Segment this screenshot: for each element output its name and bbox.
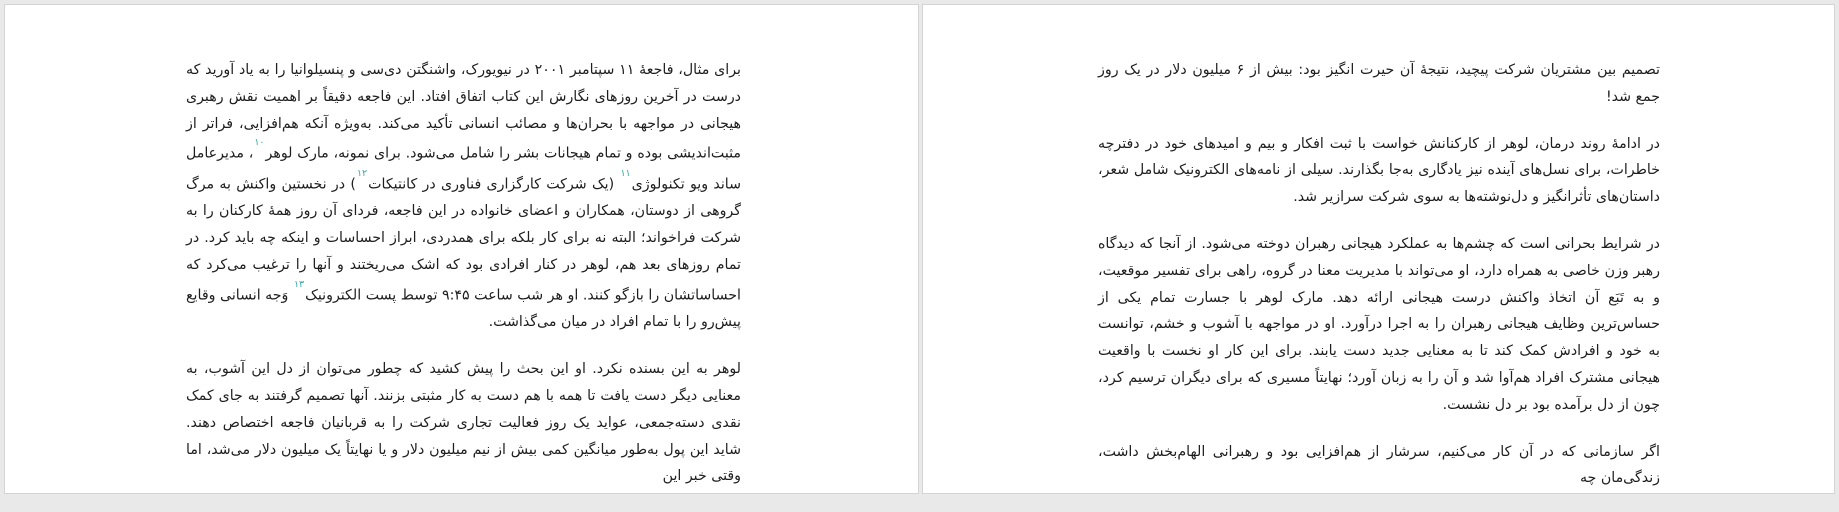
text-run: برای مثال، فاجعهٔ ۱۱ سپتامبر ۲۰۰۱ در نیویورک، واشنگتن دی‌سی و پنسیلوانیا را به یاد آورید که درست در آخرین روزهای نگارش این کتاب اتفاق افتاد. این فاجعه دقیقاً بر اهمیت نقش رهبری هیجانی در مواجهه با بحران‌ها و مصائب انسانی تأکید می‌کند. به‌ویژه آنکه هم‌افزایی، فراتر از مثبت‌اندیشی بوده و تمام هیجانات بشر را شامل می‌شود. برای نمونه، مارک لوهر [186,62,742,163]
text-run: وَجه انسانی وقایع پیش‌رو را با تمام افراد در میان می‌گذاشت. [186,287,741,331]
paragraph [186,57,741,336]
text-run: ، مدیرعامل ساند ویو تکنولوژی [186,146,741,193]
footnote-marker[interactable]: ۱۱ [620,167,631,179]
text-run: ) در نخستین واکنش به مرگ گروهی از دوستان، همکاران و اعضای خانواده در این فاجعه، فردای آن روز همهٔ کارکنان را به شرکت فراخواند؛ البته نه برای کار بلکه برای همدردی، ابراز احساسات و اینکه چه باید کرد. در تمام روزهای بعد هم، لوهر در کنار افرادی بود که اشک می‌ریختند و آنها را ترغیب می‌کرد که احساساتشان را بازگو کنند. او هر شب ساعت ۹:۴۵ توسط پست الکترونیک [186,176,741,304]
footnote-marker[interactable]: ۱۳ [293,278,305,290]
left-page [4,4,919,494]
paragraph: در ادامهٔ روند درمان، لوهر از کارکنانش خواست با ثبت افکار و بیم و امیدهای خود در دفترچه خاطرات، برای نسل‌های آینده نیز یادگاری به‌جا بگذارند. سیلی از نامه‌های الکترونیک شامل شعر، داستان‌های تأثرانگیز و دل‌نوشته‌ها به سوی شرکت سرازیر شد. [1098,135,1660,206]
footnote-marker[interactable]: ۱۲ [356,167,368,179]
left-page-text [186,57,741,510]
paragraph: در شرایط بحرانی است که چشم‌ها به عملکرد هیجانی رهبران دوخته می‌شود. از آنجا که دیدگاه رهبر وزن خاصی به همراه دارد، او می‌تواند با مدیریت معنا در گروه، راهی برای تفسیر موقعیت، و به تَبَع آن اتخاذ واکنش درست هیجانی ارائه دهد. مارک لوهر با جسارت تمام یکی از حساس‌ترین وظایف هیجانی رهبران را به اجرا درآورد. او در مواجهه با آشوب و خشم، توانست به خود و افرادش کمک کند تا به معنایی جدید دست یابند. برای این کار او نخست با واقعیت هیجانی مشترک افراد هم‌آوا شد و آن را به زبان آورد؛ نهایتاً مسیری که برای دیگران ترسیم کرد، چون از دل برآمده بود بر دل نشست. [1098,235,1660,413]
footnote-marker[interactable]: ۱۰ [254,137,265,149]
text-run: (یک شرکت کارگزاری فناوری در کانتیکات [368,176,620,193]
paragraph: تصمیم بین مشتریان شرکت پیچید، نتیجهٔ آن حیرت انگیز بود: بیش از ۶ میلیون دلار در یک روز جمع شد! [1098,62,1661,105]
paragraph: اگر سازمانی که در آن کار می‌کنیم، سرشار از هم‌افزایی بود و رهبرانی الهام‌بخش داشت، زندگی‌مان چه [1098,443,1660,487]
paragraph: لوهر به این بسنده نکرد. او این بحث را پیش کشید که چطور می‌توان از دل این آشوب، به معنایی دیگر دست یافت تا همه با هم دست به کار مثبتی بزنند. آنها تصمیم گرفتند به جای کمک نقدی دسته‌جمعی، عواید یک روز فعالیت تجاری شرکت را به قربانیان فاجعه اختصاص دهند. شاید این پول به‌طور میانگین کمی بیش از نیم میلیون دلار و یا نهایتاً یک میلیون دلار می‌شد، اما وقتی خبر این [186,361,741,485]
right-page [922,4,1835,494]
right-page-text [1098,57,1660,512]
